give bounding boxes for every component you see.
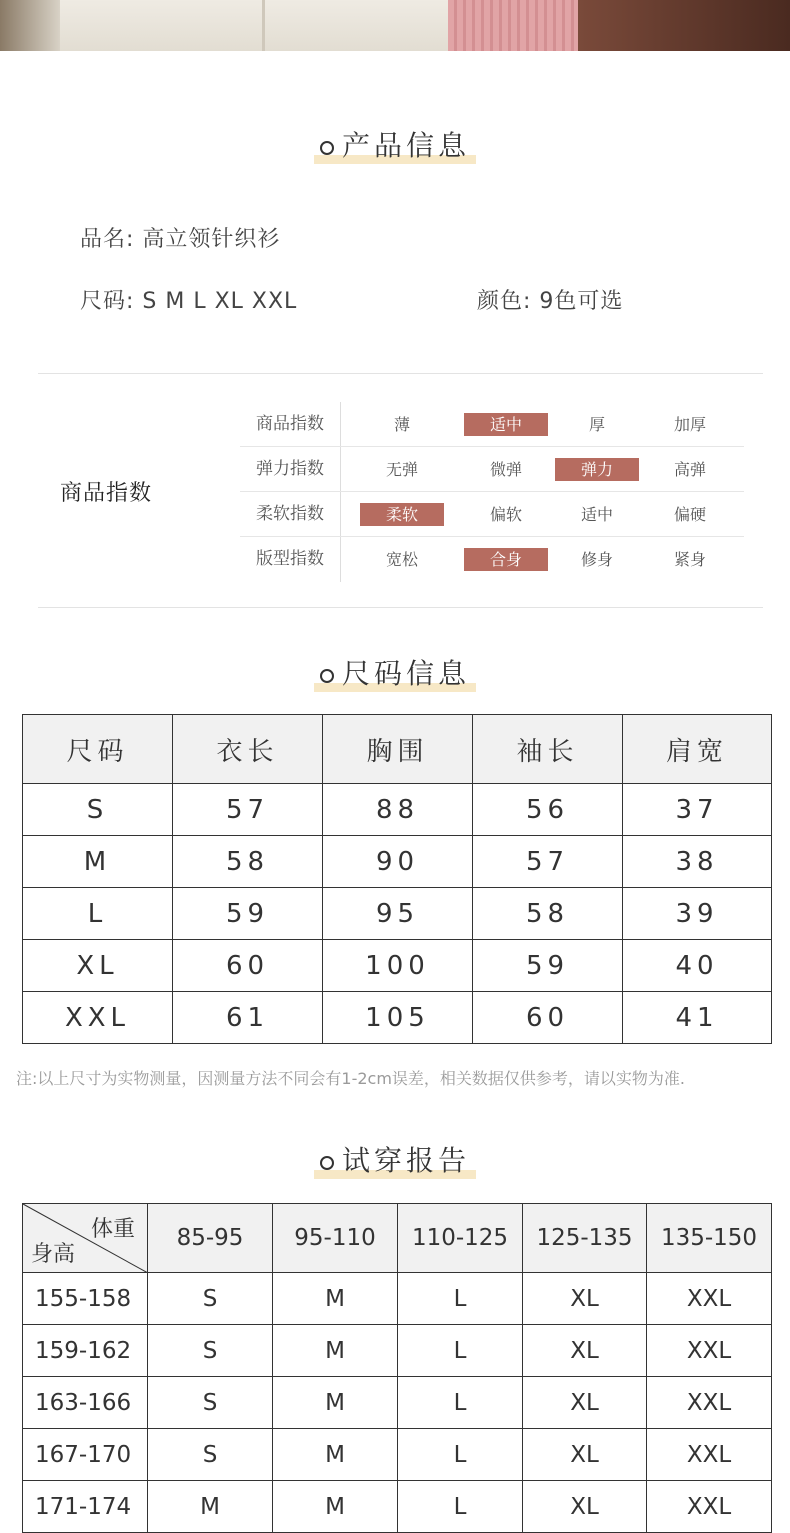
fit-size-cell: L [398,1429,523,1481]
weight-header-cell: 95-110 [273,1204,398,1273]
size-cell: S [23,784,173,836]
index-row [240,492,744,537]
product-photo-strip [0,0,790,51]
product-index-title: 商品指数 [60,481,153,506]
fit-size-cell: S [148,1273,273,1325]
circle-icon [320,141,334,155]
index-option: 厚 [588,415,605,434]
index-option: 适中 [580,505,613,524]
size-cell: 58 [473,888,623,940]
fit-size-cell: XXL [647,1429,772,1481]
index-option: 修身 [580,550,613,569]
table-row [23,784,772,836]
fit-size-cell: L [398,1273,523,1325]
size-cell: 57 [473,836,623,888]
circle-icon [320,669,334,683]
size-cell: XL [23,940,173,992]
index-option: 加厚 [673,415,706,434]
size-header-cell: 肩宽 [623,715,772,784]
size-cell: 105 [323,992,473,1044]
index-row-label: 弹力指数 [256,459,324,479]
fit-size-cell: L [398,1481,523,1533]
product-info-heading: 产品信息 [0,124,790,164]
product-name: 品名: 高立领针织衫 [80,227,281,252]
index-option-selected: 柔软 [360,503,444,526]
fit-report-table [22,1203,772,1533]
index-row-label: 版型指数 [256,549,324,569]
index-row [240,447,744,492]
size-cell: 100 [323,940,473,992]
size-cell: 58 [173,836,323,888]
height-cell: 155-158 [23,1273,148,1325]
index-option: 薄 [393,415,410,434]
table-row [23,1273,772,1325]
index-option: 宽松 [385,550,418,569]
index-row-label: 柔软指数 [256,504,324,524]
fit-size-cell: M [273,1273,398,1325]
size-cell: M [23,836,173,888]
fit-size-cell: XXL [647,1325,772,1377]
table-row [23,1481,772,1533]
size-cell: 59 [473,940,623,992]
size-cell: 57 [173,784,323,836]
size-cell: 60 [173,940,323,992]
index-row [240,537,744,582]
fit-size-cell: M [273,1429,398,1481]
product-sizes: 尺码: S M L XL XXL [80,289,298,314]
fit-size-cell: M [273,1325,398,1377]
weight-header-cell: 125-135 [523,1204,647,1273]
index-option: 无弹 [385,460,418,479]
fit-size-cell: L [398,1377,523,1429]
fit-size-cell: M [148,1481,273,1533]
index-option: 微弹 [489,460,522,479]
weight-header-cell: 135-150 [647,1204,772,1273]
height-cell: 159-162 [23,1325,148,1377]
height-cell: 171-174 [23,1481,148,1533]
table-row [23,992,772,1044]
index-option: 偏硬 [673,505,706,524]
table-row [23,940,772,992]
size-header-cell: 袖长 [473,715,623,784]
height-cell: 163-166 [23,1377,148,1429]
size-cell: 38 [623,836,772,888]
index-option: 偏软 [489,505,522,524]
fit-size-cell: S [148,1325,273,1377]
size-header-cell: 尺码 [23,715,173,784]
divider [38,373,763,374]
size-header-cell: 胸围 [323,715,473,784]
size-cell: L [23,888,173,940]
size-cell: 60 [473,992,623,1044]
size-header-cell: 衣长 [173,715,323,784]
fit-report-heading: 试穿报告 [0,1139,790,1179]
table-row [23,836,772,888]
fit-size-cell: S [148,1377,273,1429]
fit-size-cell: XXL [647,1481,772,1533]
index-option-selected: 合身 [464,548,548,571]
table-row [23,1429,772,1481]
fit-size-cell: XXL [647,1273,772,1325]
fit-size-cell: XXL [647,1377,772,1429]
size-info-heading: 尺码信息 [0,652,790,692]
index-option: 高弹 [673,460,706,479]
fit-size-cell: XL [523,1377,647,1429]
size-cell: 61 [173,992,323,1044]
fit-size-cell: XL [523,1481,647,1533]
weight-header-cell: 85-95 [148,1204,273,1273]
fit-size-cell: S [148,1429,273,1481]
fit-size-cell: L [398,1325,523,1377]
circle-icon [320,1156,334,1170]
size-cell: 40 [623,940,772,992]
size-table [22,714,772,1044]
height-cell: 167-170 [23,1429,148,1481]
corner-header-cell [23,1204,148,1273]
table-row [23,1377,772,1429]
index-option: 紧身 [673,550,706,569]
size-cell: 56 [473,784,623,836]
size-cell: 88 [323,784,473,836]
fit-size-cell: XL [523,1429,647,1481]
table-row [23,888,772,940]
index-row [240,402,744,447]
size-cell: 41 [623,992,772,1044]
weight-header-cell: 110-125 [398,1204,523,1273]
size-cell: 59 [173,888,323,940]
size-cell: 37 [623,784,772,836]
weight-label: 体重 [90,1217,135,1242]
fit-size-cell: M [273,1377,398,1429]
fit-size-cell: XL [523,1273,647,1325]
size-cell: 90 [323,836,473,888]
index-option-selected: 适中 [464,413,548,436]
size-note: 注:以上尺寸为实物测量，因测量方法不同会有1-2cm误差，相关数据仅供参考，请以实物为准. [16,1069,685,1088]
table-row [23,1325,772,1377]
size-cell: 95 [323,888,473,940]
product-colors: 颜色: 9色可选 [477,289,624,314]
index-row-label: 商品指数 [256,414,324,434]
size-cell: 39 [623,888,772,940]
height-label: 身高 [31,1242,76,1267]
divider [38,607,763,608]
size-cell: XXL [23,992,173,1044]
fit-size-cell: M [273,1481,398,1533]
index-option-selected: 弹力 [555,458,639,481]
fit-size-cell: XL [523,1325,647,1377]
